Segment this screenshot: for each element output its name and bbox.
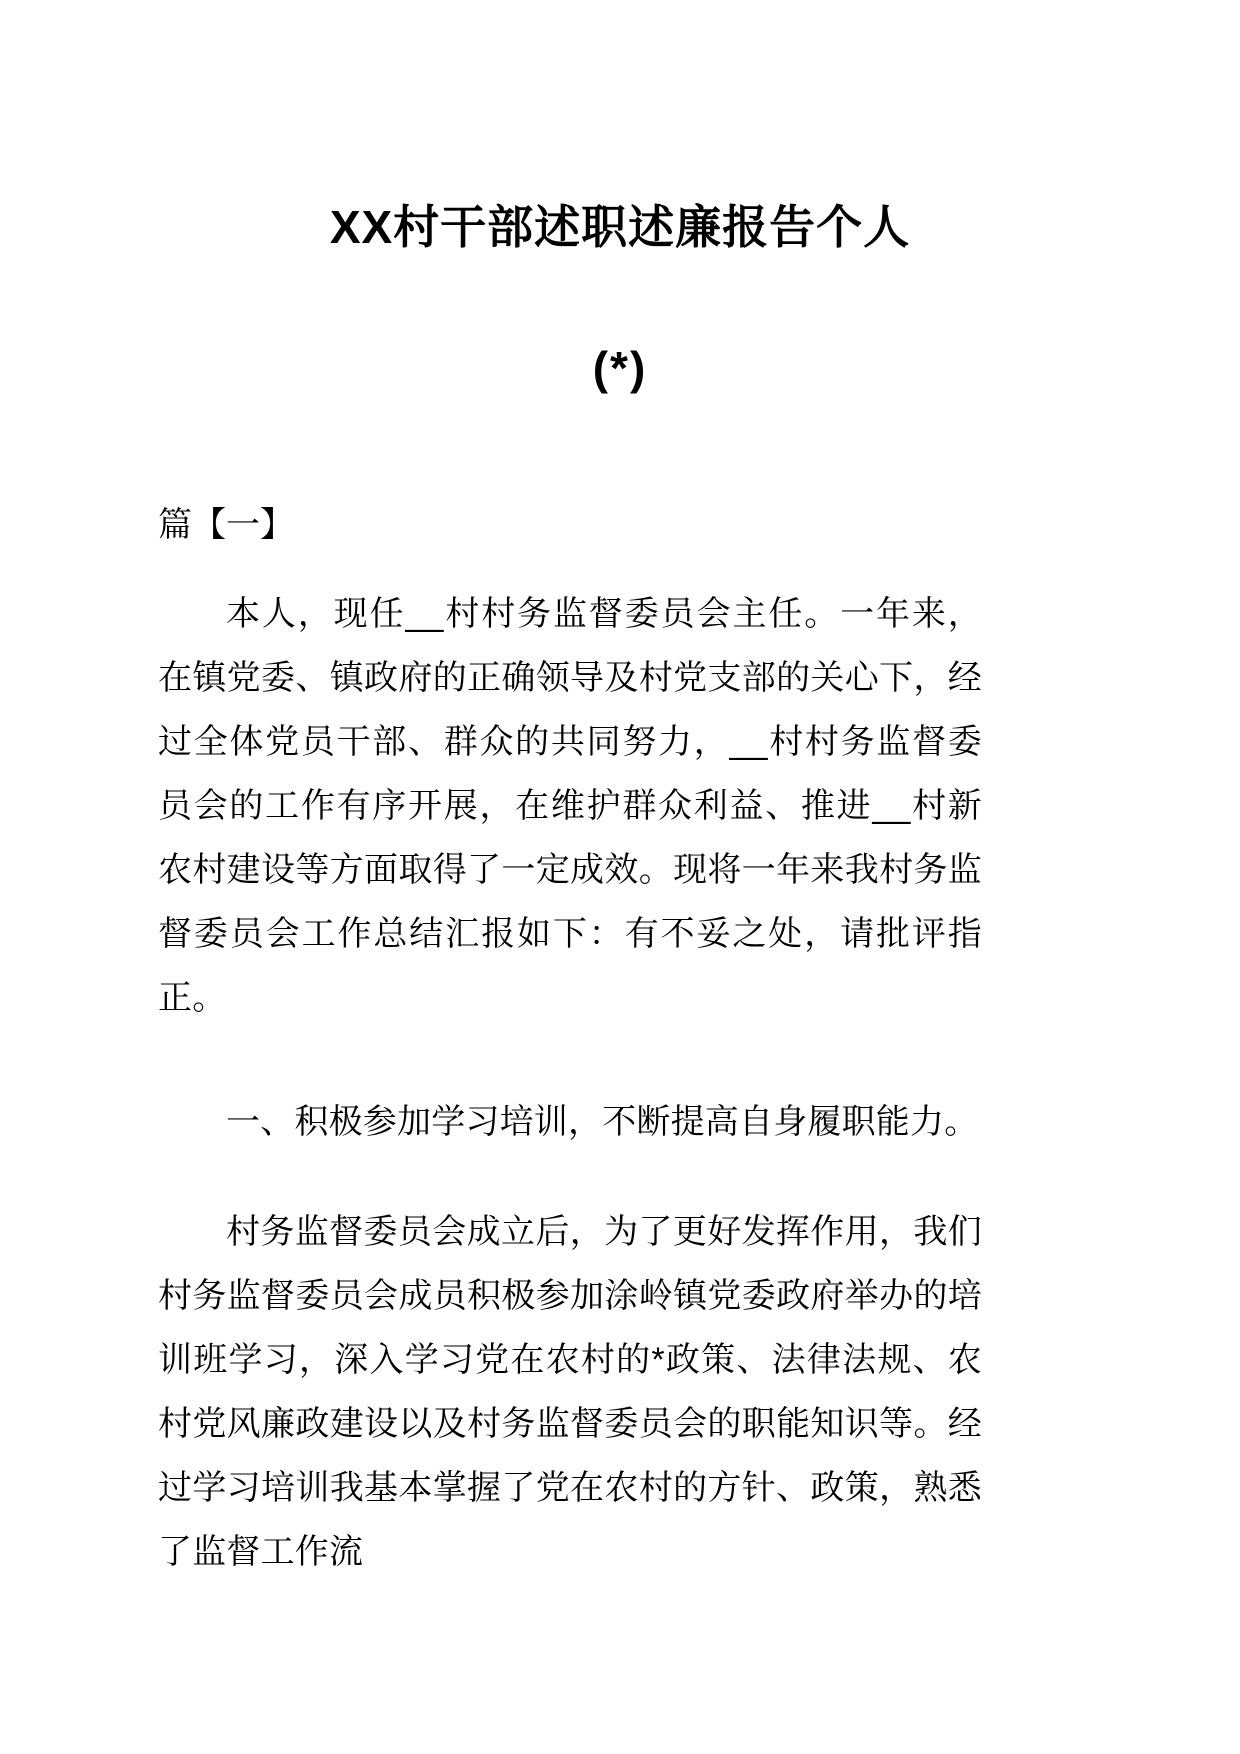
- paragraph-section-one-body: 村务监督委员会成立后，为了更好发挥作用，我们村务监督委员会成员积极参加涂岭镇党委政府举办的培训班学习，深入学习党在农村的*政策、法律法规、农村党风廉政建设以及村务监督委员会的职能知识等。经过学习培训我基本掌握了党在农村的方针、政策，熟悉了监督工作流: [158, 1213, 982, 1571]
- section-label-chapter-one: 篇【一】: [158, 506, 294, 544]
- heading-spacer: [158, 1154, 982, 1200]
- section-heading-one: 一、积极参加学习培训，不断提高自身履职能力。: [226, 1103, 979, 1141]
- document-subtitle: (*): [592, 342, 648, 394]
- paragraph-spacer: [158, 1030, 982, 1090]
- page-title: XX村干部述职述廉报告个人: [329, 200, 911, 253]
- paragraph-intro: 本人，现任__村村务监督委员会主任。一年来，在镇党委、镇政府的正确领导及村党支部的关心下，经过全体党员干部、群众的共同努力，__村村务监督委员会的工作有序开展，在维护群众利益、推进__村新农村建设等方面取得了一定成效。现将一年来我村务监督委员会工作总结汇报如下：有不妥之处，请批评指正。: [158, 595, 982, 1017]
- document-body: [158, 508, 982, 1584]
